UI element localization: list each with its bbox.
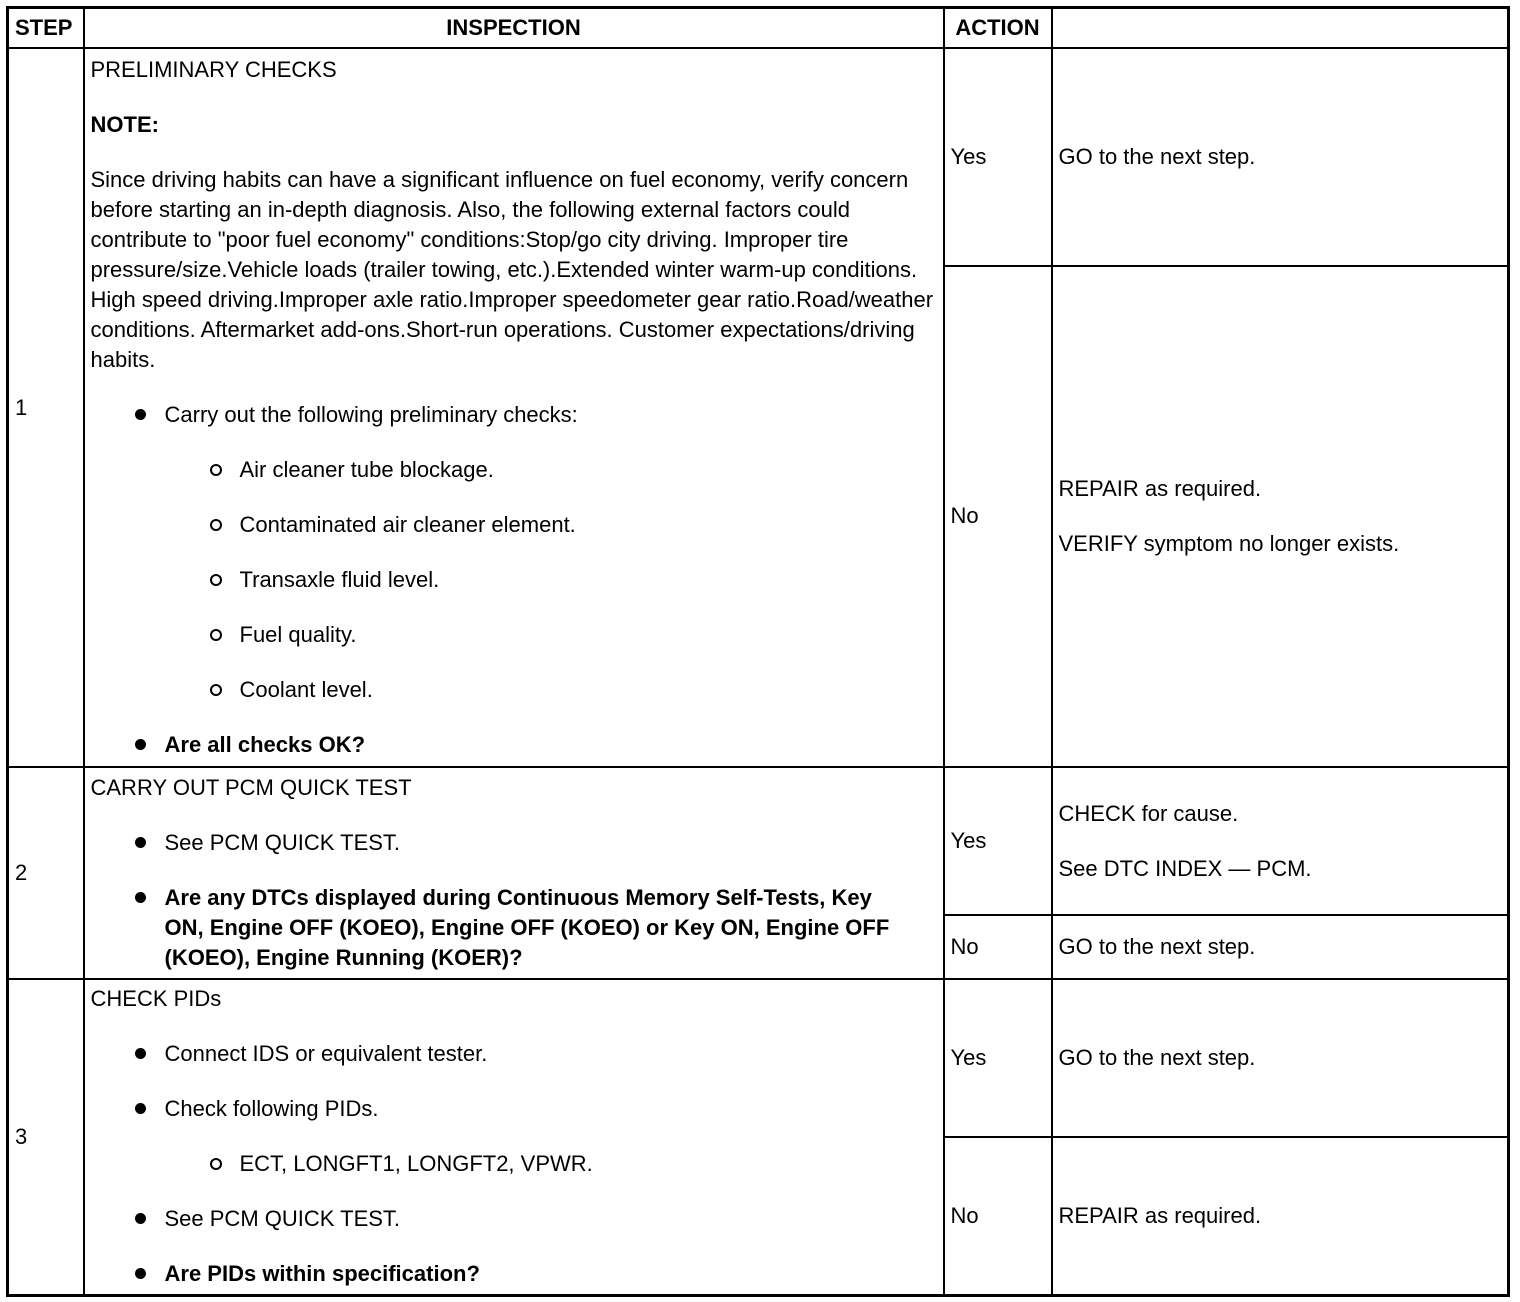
step3-yes-row [8,979,1509,1137]
step2-number: 2 [8,767,84,978]
step2-no-label: No [944,915,1052,979]
header-result [1052,8,1509,49]
step1-sub-3: Transaxle fluid level. [91,565,937,595]
step1-yes-label: Yes [944,48,1052,265]
step3-question: Are PIDs within specification? [91,1259,937,1289]
step1-sub-1: Air cleaner tube blockage. [91,455,937,485]
step1-sub-5: Coolant level. [91,675,937,705]
step1-question: Are all checks OK? [91,730,937,760]
step1-yes-row [8,48,1509,265]
header-row [8,8,1509,49]
step1-no-action-2: VERIFY symptom no longer exists. [1058,530,1400,556]
step1-note-text: Since driving habits can have a significant influence on fuel economy, verify concern before starting an in-depth diagnosis. Also, the following external factors could contribute to "poor fuel economy" conditions:Stop/go city driving. Improper tire pressure/size.Vehicle loads (trailer towing, etc.).Extended winter warm-up conditions. High speed driving.Improper axle ratio.Improper speedometer gear ratio.Road/weather conditions. Aftermarket add-ons.Short-run operations. Customer expectations/driving habits. [90,167,934,373]
step3-no-action: REPAIR as required. [1052,1137,1509,1295]
step3-title: CHECK PIDs [90,986,222,1012]
step2-yes-action-1: CHECK for cause. [1058,800,1239,826]
header-step: STEP [8,8,84,49]
header-inspection: INSPECTION [84,8,944,49]
step3-sub-1: ECT, LONGFT1, LONGFT2, VPWR. [91,1149,937,1179]
step1-no-label: No [944,266,1052,768]
step3-inspection [84,979,944,1296]
step2-bullet-1: See PCM QUICK TEST. [91,828,937,858]
step1-number: 1 [8,48,84,767]
step1-sub-2: Contaminated air cleaner element. [91,510,937,540]
step3-no-label: No [944,1137,1052,1295]
header-action: ACTION [944,8,1052,49]
step2-yes-row [8,767,1509,914]
step1-no-action [1052,266,1509,768]
step1-no-action-1: REPAIR as required. [1058,475,1262,501]
step1-note-label: NOTE: [90,112,159,138]
step1-bullet-1: Carry out the following preliminary checks: [91,400,937,430]
step1-sub-4: Fuel quality. [91,620,937,650]
step2-yes-action [1052,767,1509,914]
step3-bullet-2: Check following PIDs. [91,1094,937,1124]
step3-yes-action: GO to the next step. [1052,979,1509,1137]
step3-yes-label: Yes [944,979,1052,1137]
step2-no-action: GO to the next step. [1052,915,1509,979]
step2-question: Are any DTCs displayed during Continuous Memory Self-Tests, Key ON, Engine OFF (KOEO), Engine OFF (KOEO) or Key ON, Engine OFF (KOEO), Engine Running (KOER)? [91,883,937,973]
diagnostic-table [6,6,1510,1297]
step3-number: 3 [8,979,84,1296]
step1-inspection [84,48,944,767]
step3-bullet-1: Connect IDS or equivalent tester. [91,1039,937,1069]
step3-bullet-3: See PCM QUICK TEST. [91,1204,937,1234]
step2-title: CARRY OUT PCM QUICK TEST [90,775,412,801]
step2-inspection [84,767,944,978]
step1-yes-action: GO to the next step. [1052,48,1509,265]
step2-yes-label: Yes [944,767,1052,914]
step2-yes-action-2: See DTC INDEX — PCM. [1058,855,1312,881]
step1-title: PRELIMINARY CHECKS [90,57,337,83]
